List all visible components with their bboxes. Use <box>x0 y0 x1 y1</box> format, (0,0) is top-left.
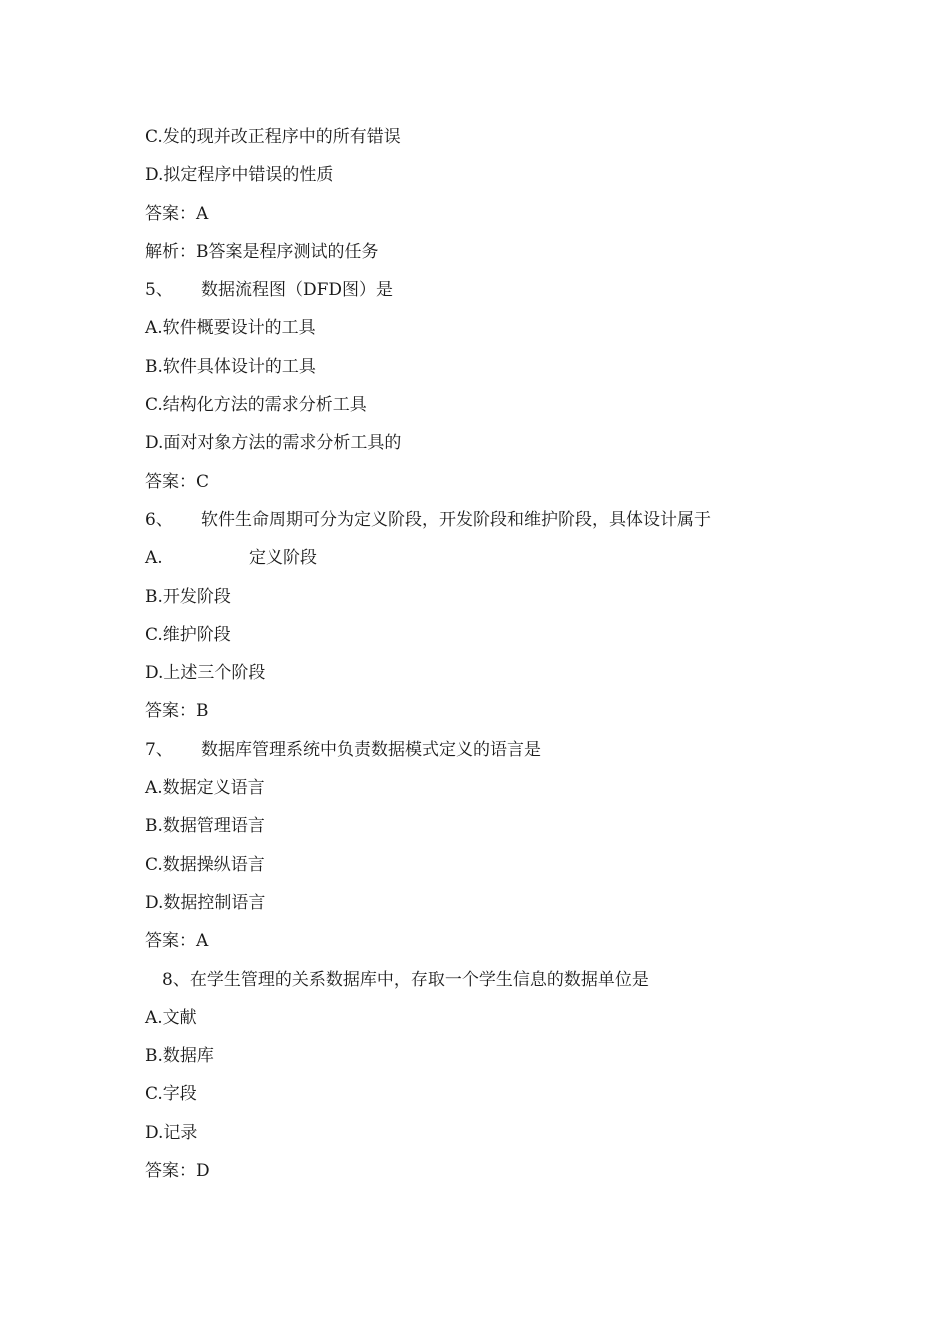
document-body <box>145 118 825 1190</box>
text-line: C.发的现并改正程序中的所有错误 <box>145 127 401 147</box>
text-line: A.文献 <box>145 1007 197 1028</box>
text-line: 答案：C <box>145 471 210 492</box>
option-letter: A. <box>145 548 163 569</box>
question-line <box>145 731 825 769</box>
text-line: 答案：B <box>145 701 209 722</box>
question-number: 5、 <box>145 280 173 301</box>
text-line: C.数据操纵语言 <box>145 854 265 875</box>
text-line: 8、在学生管理的关系数据库中，存取一个学生信息的数据单位是 <box>162 969 649 990</box>
text-line: C.结构化方法的需求分析工具 <box>145 395 367 416</box>
text-line: A.数据定义语言 <box>145 778 265 799</box>
question-number: 7、 <box>145 739 173 760</box>
text-line: D.记录 <box>145 1122 198 1143</box>
question-text: 数据库管理系统中负责数据模式定义的语言是 <box>201 739 541 760</box>
text-line: D.数据控制语言 <box>145 892 266 913</box>
text-line: B.数据库 <box>145 1046 214 1067</box>
text-line: B.软件具体设计的工具 <box>145 356 316 377</box>
text-line: B.开发阶段 <box>145 586 231 607</box>
text-line: 答案：D <box>145 1161 210 1182</box>
option-line <box>145 539 825 577</box>
text-line: D.拟定程序中错误的性质 <box>145 165 334 186</box>
text-line: C.维护阶段 <box>145 624 231 645</box>
question-text: 数据流程图（DFD图）是 <box>201 280 394 301</box>
question-line <box>145 501 825 539</box>
text-line: 答案：A <box>145 931 209 952</box>
text-line: C.字段 <box>145 1084 197 1105</box>
text-line: B.数据管理语言 <box>145 816 265 837</box>
text-line: 解析：B答案是程序测试的任务 <box>145 241 379 262</box>
option-text: 定义阶段 <box>249 548 317 569</box>
text-line: 答案：A <box>145 203 209 224</box>
text-line: D.面对对象方法的需求分析工具的 <box>145 433 402 454</box>
question-number: 6、 <box>145 509 173 530</box>
question-line <box>145 271 825 309</box>
text-line: D.上述三个阶段 <box>145 663 266 684</box>
question-text: 软件生命周期可分为定义阶段，开发阶段和维护阶段，具体设计属于 <box>201 509 711 530</box>
text-line: A.软件概要设计的工具 <box>145 318 316 339</box>
